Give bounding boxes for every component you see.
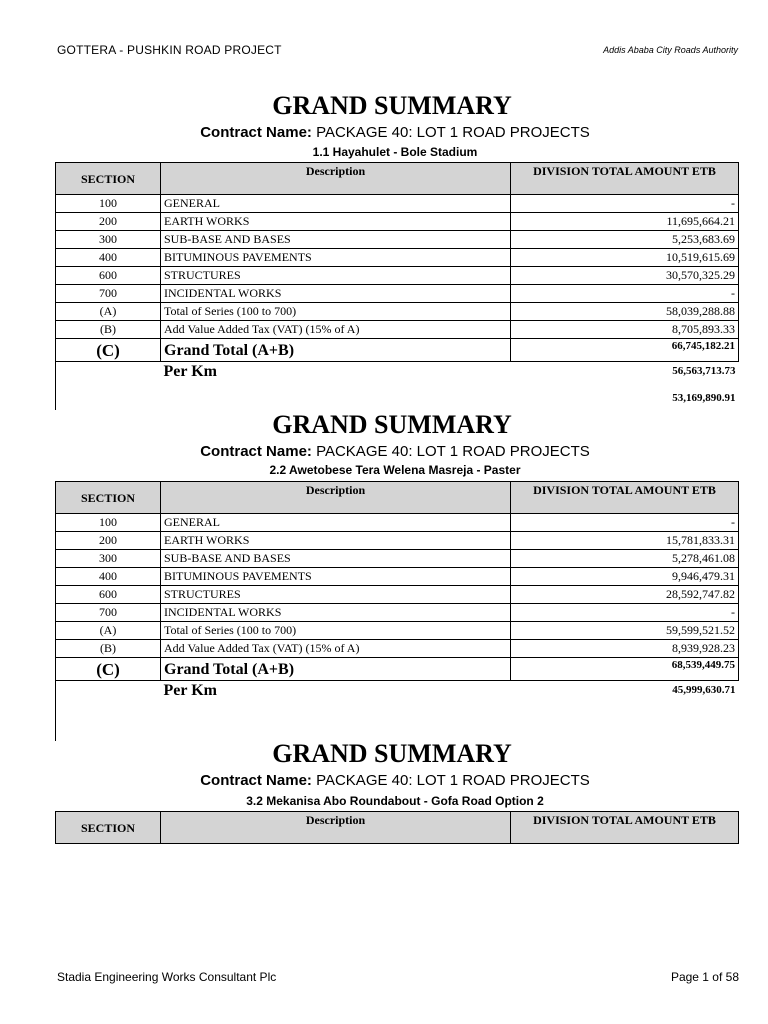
section-cell: (B) [56, 640, 161, 658]
amount-cell: 9,946,479.31 [511, 568, 739, 586]
description-cell: INCIDENTAL WORKS [161, 285, 511, 303]
grand-total-section: (C) [56, 658, 161, 681]
per-km-label: Per Km [163, 363, 217, 380]
amount-cell: 5,253,683.69 [511, 231, 739, 249]
table-row [56, 604, 739, 622]
section-cell: 300 [56, 550, 161, 568]
amount-cell: - [511, 514, 739, 532]
amount-cell: 5,278,461.08 [511, 550, 739, 568]
page-header-project: GOTTERA - PUSHKIN ROAD PROJECT [57, 43, 282, 57]
table-row [56, 568, 739, 586]
grand-total-row [56, 658, 739, 681]
description-column-header: Description [161, 812, 511, 844]
description-cell: Total of Series (100 to 700) [161, 303, 511, 321]
description-cell: SUB-BASE AND BASES [161, 550, 511, 568]
summary-title: GRAND SUMMARY [272, 91, 512, 120]
summary-subtitle: 3.2 Mekanisa Abo Roundabout - Gofa Road Option 2 [246, 794, 544, 808]
description-column-header: Description [161, 482, 511, 514]
amount-cell: - [511, 604, 739, 622]
per-km-label: Per Km [163, 682, 217, 699]
table-row [56, 550, 739, 568]
section-cell: 700 [56, 604, 161, 622]
description-cell: EARTH WORKS [161, 213, 511, 231]
grand-total-section: (C) [56, 339, 161, 362]
section-column-header: SECTION [56, 482, 161, 514]
per-km-section [56, 362, 161, 387]
extra-description [161, 386, 511, 410]
table-row [56, 640, 739, 658]
summary-subtitle: 2.2 Awetobese Tera Welena Masreja - Paster [269, 463, 521, 477]
page-number: Page 1 of 58 [670, 970, 739, 984]
summary-table [55, 481, 739, 741]
table-row [56, 514, 739, 532]
extra-amount: 53,169,890.91 [672, 391, 736, 404]
description-cell: GENERAL [161, 195, 511, 213]
table-row [56, 231, 739, 249]
section-cell: 100 [56, 514, 161, 532]
contract-label: Contract Name: [200, 443, 312, 460]
description-cell: Total of Series (100 to 700) [161, 622, 511, 640]
page-header-authority: Addis Ababa City Roads Authority [603, 45, 738, 55]
description-cell: INCIDENTAL WORKS [161, 604, 511, 622]
grand-total-amount: 66,745,182.21 [511, 339, 739, 362]
table-row [56, 195, 739, 213]
table-row [56, 321, 739, 339]
section-column-header: SECTION [56, 163, 161, 195]
description-column-header: Description [161, 163, 511, 195]
extra-row [56, 705, 739, 741]
table-row [56, 586, 739, 604]
amount-cell: 8,705,893.33 [511, 321, 739, 339]
amount-cell: 11,695,664.21 [511, 213, 739, 231]
section-cell: 600 [56, 586, 161, 604]
section-cell: 200 [56, 213, 161, 231]
table-header-row [56, 163, 739, 195]
per-km-row [56, 681, 739, 706]
description-cell: STRUCTURES [161, 586, 511, 604]
description-cell: BITUMINOUS PAVEMENTS [161, 249, 511, 267]
per-km-row [56, 362, 739, 387]
table-row [56, 532, 739, 550]
amount-cell: 30,570,325.29 [511, 267, 739, 285]
section-cell: 600 [56, 267, 161, 285]
amount-cell: 15,781,833.31 [511, 532, 739, 550]
amount-cell: 8,939,928.23 [511, 640, 739, 658]
description-cell: Add Value Added Tax (VAT) (15% of A) [161, 640, 511, 658]
amount-column-header: DIVISION TOTAL AMOUNT ETB [511, 812, 739, 844]
extra-amount [511, 705, 739, 741]
description-cell: GENERAL [161, 514, 511, 532]
contract-name [0, 444, 768, 460]
per-km-section [56, 681, 161, 706]
grand-total-label: Grand Total (A+B) [161, 339, 511, 362]
contract-name [0, 773, 768, 789]
description-cell: SUB-BASE AND BASES [161, 231, 511, 249]
contract-label: Contract Name: [200, 124, 312, 141]
amount-cell: - [511, 285, 739, 303]
section-cell: 200 [56, 532, 161, 550]
table-row [56, 267, 739, 285]
extra-section [56, 705, 161, 741]
section-column-header: SECTION [56, 812, 161, 844]
amount-column-header: DIVISION TOTAL AMOUNT ETB [511, 482, 739, 514]
section-cell: 400 [56, 249, 161, 267]
summary-table [55, 811, 739, 844]
extra-section [56, 386, 161, 410]
summary-title: GRAND SUMMARY [272, 739, 512, 768]
summary-title: GRAND SUMMARY [272, 410, 512, 439]
section-cell: 700 [56, 285, 161, 303]
section-cell: (A) [56, 622, 161, 640]
table-row [56, 213, 739, 231]
table-row [56, 285, 739, 303]
table-row [56, 249, 739, 267]
description-cell: BITUMINOUS PAVEMENTS [161, 568, 511, 586]
amount-cell: 59,599,521.52 [511, 622, 739, 640]
amount-cell: 28,592,747.82 [511, 586, 739, 604]
table-header-row [56, 812, 739, 844]
section-cell: 300 [56, 231, 161, 249]
amount-cell: 10,519,615.69 [511, 249, 739, 267]
section-cell: 100 [56, 195, 161, 213]
contract-value: PACKAGE 40: LOT 1 ROAD PROJECTS [316, 124, 590, 141]
page-footer-company: Stadia Engineering Works Consultant Plc [57, 970, 277, 984]
amount-cell: 58,039,288.88 [511, 303, 739, 321]
amount-column-header: DIVISION TOTAL AMOUNT ETB [511, 163, 739, 195]
extra-description [161, 705, 511, 741]
table-header-row [56, 482, 739, 514]
description-cell: EARTH WORKS [161, 532, 511, 550]
section-cell: (A) [56, 303, 161, 321]
summary-subtitle: 1.1 Hayahulet - Bole Stadium [312, 145, 478, 159]
description-cell: Add Value Added Tax (VAT) (15% of A) [161, 321, 511, 339]
grand-total-amount: 68,539,449.75 [511, 658, 739, 681]
amount-cell: - [511, 195, 739, 213]
contract-name [0, 125, 768, 141]
contract-label: Contract Name: [200, 772, 312, 789]
summary-table [55, 162, 739, 410]
table-row [56, 303, 739, 321]
section-cell: 400 [56, 568, 161, 586]
table-row [56, 622, 739, 640]
contract-value: PACKAGE 40: LOT 1 ROAD PROJECTS [316, 772, 590, 789]
contract-value: PACKAGE 40: LOT 1 ROAD PROJECTS [316, 443, 590, 460]
per-km-amount: 56,563,713.73 [672, 365, 736, 377]
description-cell: STRUCTURES [161, 267, 511, 285]
grand-total-label: Grand Total (A+B) [161, 658, 511, 681]
grand-total-row [56, 339, 739, 362]
per-km-amount: 45,999,630.71 [672, 684, 736, 696]
section-cell: (B) [56, 321, 161, 339]
extra-row [56, 386, 739, 410]
